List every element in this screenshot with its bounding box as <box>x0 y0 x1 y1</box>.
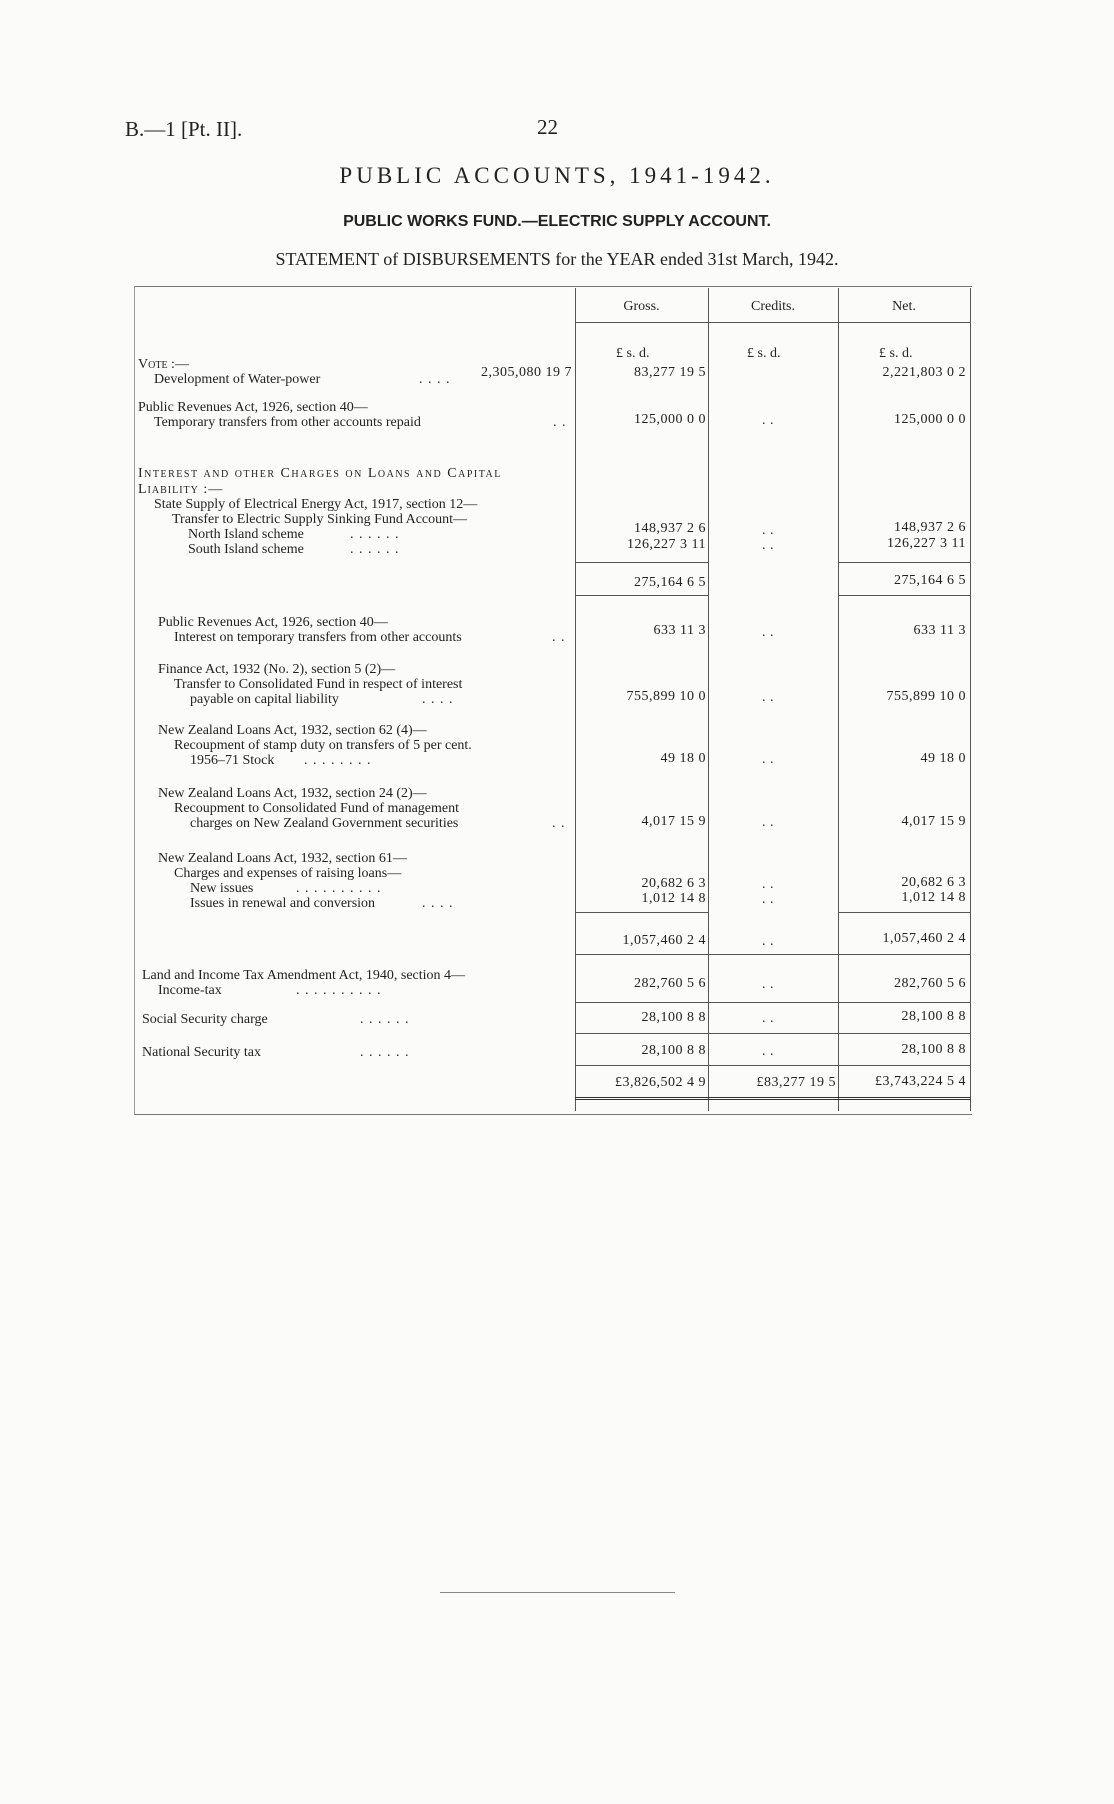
leader-dots: . . . . <box>419 372 451 387</box>
north-gross: 148,937 2 6 <box>634 521 706 536</box>
subtotal-rule <box>838 595 970 596</box>
column-header-rule <box>575 322 971 323</box>
table-bottom-rule <box>134 1114 972 1115</box>
new-issues-label: New issues <box>190 881 254 896</box>
nzla61-heading: New Zealand Loans Act, 1932, section 61— <box>158 851 407 866</box>
north-island-label: North Island scheme <box>188 527 304 542</box>
net-unit-label: £ s. d. <box>879 346 913 361</box>
south-gross: 126,227 3 11 <box>627 537 706 552</box>
vote-gross: 2,305,080 19 7 <box>481 365 572 380</box>
pra-interest-item: Interest on temporary transfers from other accounts <box>174 630 462 645</box>
subtotal1-gross: 275,164 6 5 <box>634 575 706 590</box>
nzla24-heading: New Zealand Loans Act, 1932, section 24 (2)— <box>158 786 427 801</box>
south-credits-nil: . . <box>762 538 774 553</box>
total-rule <box>575 1065 971 1066</box>
new-issues-credits-nil: . . <box>762 877 774 892</box>
leader-dots: . . . . . . <box>360 1012 410 1027</box>
nzla62-line1: Recoupment of stamp duty on transfers of 5 per cent. <box>174 738 472 753</box>
north-net: 148,937 2 6 <box>894 520 966 535</box>
net-column-rule <box>838 288 839 1111</box>
subtotal-rule <box>575 912 708 913</box>
national-credits-nil: . . <box>762 1044 774 1059</box>
subtotal-rule <box>838 562 970 563</box>
interest-heading: Interest and other Charges on Loans and Capital <box>138 466 502 481</box>
disbursements-table <box>134 286 972 1116</box>
footer-rule <box>440 1592 675 1593</box>
page-number: 22 <box>537 115 558 139</box>
renewal-credits-nil: . . <box>762 892 774 907</box>
finance-credits-nil: . . <box>762 690 774 705</box>
leader-dots: . . . . . . <box>360 1045 410 1060</box>
gross-unit-label: £ s. d. <box>616 346 650 361</box>
fund-subtitle: PUBLIC WORKS FUND.—ELECTRIC SUPPLY ACCOUNT. <box>343 213 771 230</box>
gross-column-header: Gross. <box>623 299 660 314</box>
finance-net: 755,899 10 0 <box>886 689 966 704</box>
new-issues-gross: 20,682 6 3 <box>641 876 706 891</box>
nzla62-heading: New Zealand Loans Act, 1932, section 62 (4)— <box>158 723 427 738</box>
nzla62-credits-nil: . . <box>762 752 774 767</box>
social-gross: 28,100 8 8 <box>641 1010 706 1025</box>
statement-heading: STATEMENT of DISBURSEMENTS for the YEAR ended 31st March, 1942. <box>275 249 839 269</box>
leader-dots: . . . . . . . . <box>304 753 372 768</box>
leader-dots: . . . . . . . . . . <box>296 881 382 896</box>
nzla62-gross: 49 18 0 <box>660 751 706 766</box>
total-credits: £83,277 19 5 <box>756 1075 836 1090</box>
landtax-heading: Land and Income Tax Amendment Act, 1940, section 4— <box>142 968 466 983</box>
vote-item: Development of Water-power <box>154 372 321 387</box>
credits-unit-label: £ s. d. <box>747 346 781 361</box>
running-header-left: B.—1 [Pt. II]. <box>125 117 243 141</box>
pra-net: 125,000 0 0 <box>894 412 966 427</box>
table-left-rule <box>134 286 135 1114</box>
renewal-label: Issues in renewal and conversion <box>190 896 376 911</box>
state-supply-heading: State Supply of Electrical Energy Act, 1917, section 12— <box>154 497 478 512</box>
vote-heading: Vote :— <box>138 357 189 372</box>
leader-dots: . . . . . . . . . . <box>296 983 382 998</box>
north-credits-nil: . . <box>762 523 774 538</box>
nzla61-line1: Charges and expenses of raising loans— <box>174 866 402 881</box>
transfer-sinking-heading: Transfer to Electric Supply Sinking Fund Account— <box>172 512 468 527</box>
total-net: £3,743,224 5 4 <box>875 1074 966 1089</box>
pra-heading: Public Revenues Act, 1926, section 40— <box>138 400 368 415</box>
nzla24-credits-nil: . . <box>762 815 774 830</box>
south-net: 126,227 3 11 <box>887 536 966 551</box>
net-column-header: Net. <box>892 299 916 314</box>
income-tax-credits-nil: . . <box>762 977 774 992</box>
table-top-rule <box>134 286 972 287</box>
nzla24-gross: 4,017 15 9 <box>641 814 706 829</box>
leader-dots: . . . . <box>422 692 454 707</box>
pra-interest-heading: Public Revenues Act, 1926, section 40— <box>158 615 388 630</box>
social-security-label: Social Security charge <box>142 1012 268 1027</box>
subtotal1-net: 275,164 6 5 <box>894 573 966 588</box>
renewal-gross: 1,012 14 8 <box>641 891 706 906</box>
pra-interest-net: 633 11 3 <box>913 623 966 638</box>
finance-heading: Finance Act, 1932 (No. 2), section 5 (2)— <box>158 662 396 677</box>
nzla62-line2: 1956–71 Stock <box>190 753 275 768</box>
row-rule <box>575 1002 971 1003</box>
right-column-rule <box>970 288 971 1111</box>
total-double-rule <box>575 1097 971 1100</box>
income-tax-net: 282,760 5 6 <box>894 976 966 991</box>
social-net: 28,100 8 8 <box>901 1009 966 1024</box>
pra-credits-nil: . . <box>762 413 774 428</box>
finance-line2: payable on capital liability <box>190 692 339 707</box>
vote-credits: 83,277 19 5 <box>634 365 706 380</box>
pra-interest-credits-nil: . . <box>762 625 774 640</box>
leader-dots: . . . . . . <box>350 527 400 542</box>
leader-dots: . . <box>552 816 566 831</box>
new-issues-net: 20,682 6 3 <box>901 875 966 890</box>
leader-dots: . . . . <box>422 896 454 911</box>
leader-dots: . . <box>552 630 566 645</box>
income-tax-gross: 282,760 5 6 <box>634 976 706 991</box>
national-net: 28,100 8 8 <box>901 1042 966 1057</box>
subtotal-rule <box>575 595 708 596</box>
south-island-label: South Island scheme <box>188 542 304 557</box>
subtotal-rule <box>575 562 708 563</box>
pra-gross: 125,000 0 0 <box>634 412 706 427</box>
interest-heading-cont: Liability :— <box>138 482 224 497</box>
page-title: PUBLIC ACCOUNTS, 1941-1942. <box>339 163 775 188</box>
finance-line1: Transfer to Consolidated Fund in respect of interest <box>174 677 463 692</box>
credits-column-header: Credits. <box>751 299 795 314</box>
vote-net: 2,221,803 0 2 <box>882 365 966 380</box>
subtotal-rule <box>575 954 971 955</box>
subtotal2-net: 1,057,460 2 4 <box>882 931 966 946</box>
gross-column-rule <box>575 288 576 1111</box>
subtotal2-credits-nil: . . <box>762 934 774 949</box>
credits-column-rule <box>708 288 709 1111</box>
nzla24-line2: charges on New Zealand Government securities <box>190 816 459 831</box>
nzla24-line1: Recoupment to Consolidated Fund of management <box>174 801 460 816</box>
subtotal2-gross: 1,057,460 2 4 <box>622 933 706 948</box>
finance-gross: 755,899 10 0 <box>626 689 706 704</box>
nzla24-net: 4,017 15 9 <box>901 814 966 829</box>
renewal-net: 1,012 14 8 <box>901 890 966 905</box>
nzla62-net: 49 18 0 <box>920 751 966 766</box>
pra-item: Temporary transfers from other accounts repaid <box>154 415 421 430</box>
social-credits-nil: . . <box>762 1011 774 1026</box>
income-tax-label: Income-tax <box>158 983 222 998</box>
subtotal-rule <box>838 912 970 913</box>
national-security-label: National Security tax <box>142 1045 261 1060</box>
leader-dots: . . . . . . <box>350 542 400 557</box>
leader-dots: . . <box>553 415 567 430</box>
national-gross: 28,100 8 8 <box>641 1043 706 1058</box>
row-rule <box>575 1033 971 1034</box>
total-gross: £3,826,502 4 9 <box>615 1075 706 1090</box>
pra-interest-gross: 633 11 3 <box>653 623 706 638</box>
